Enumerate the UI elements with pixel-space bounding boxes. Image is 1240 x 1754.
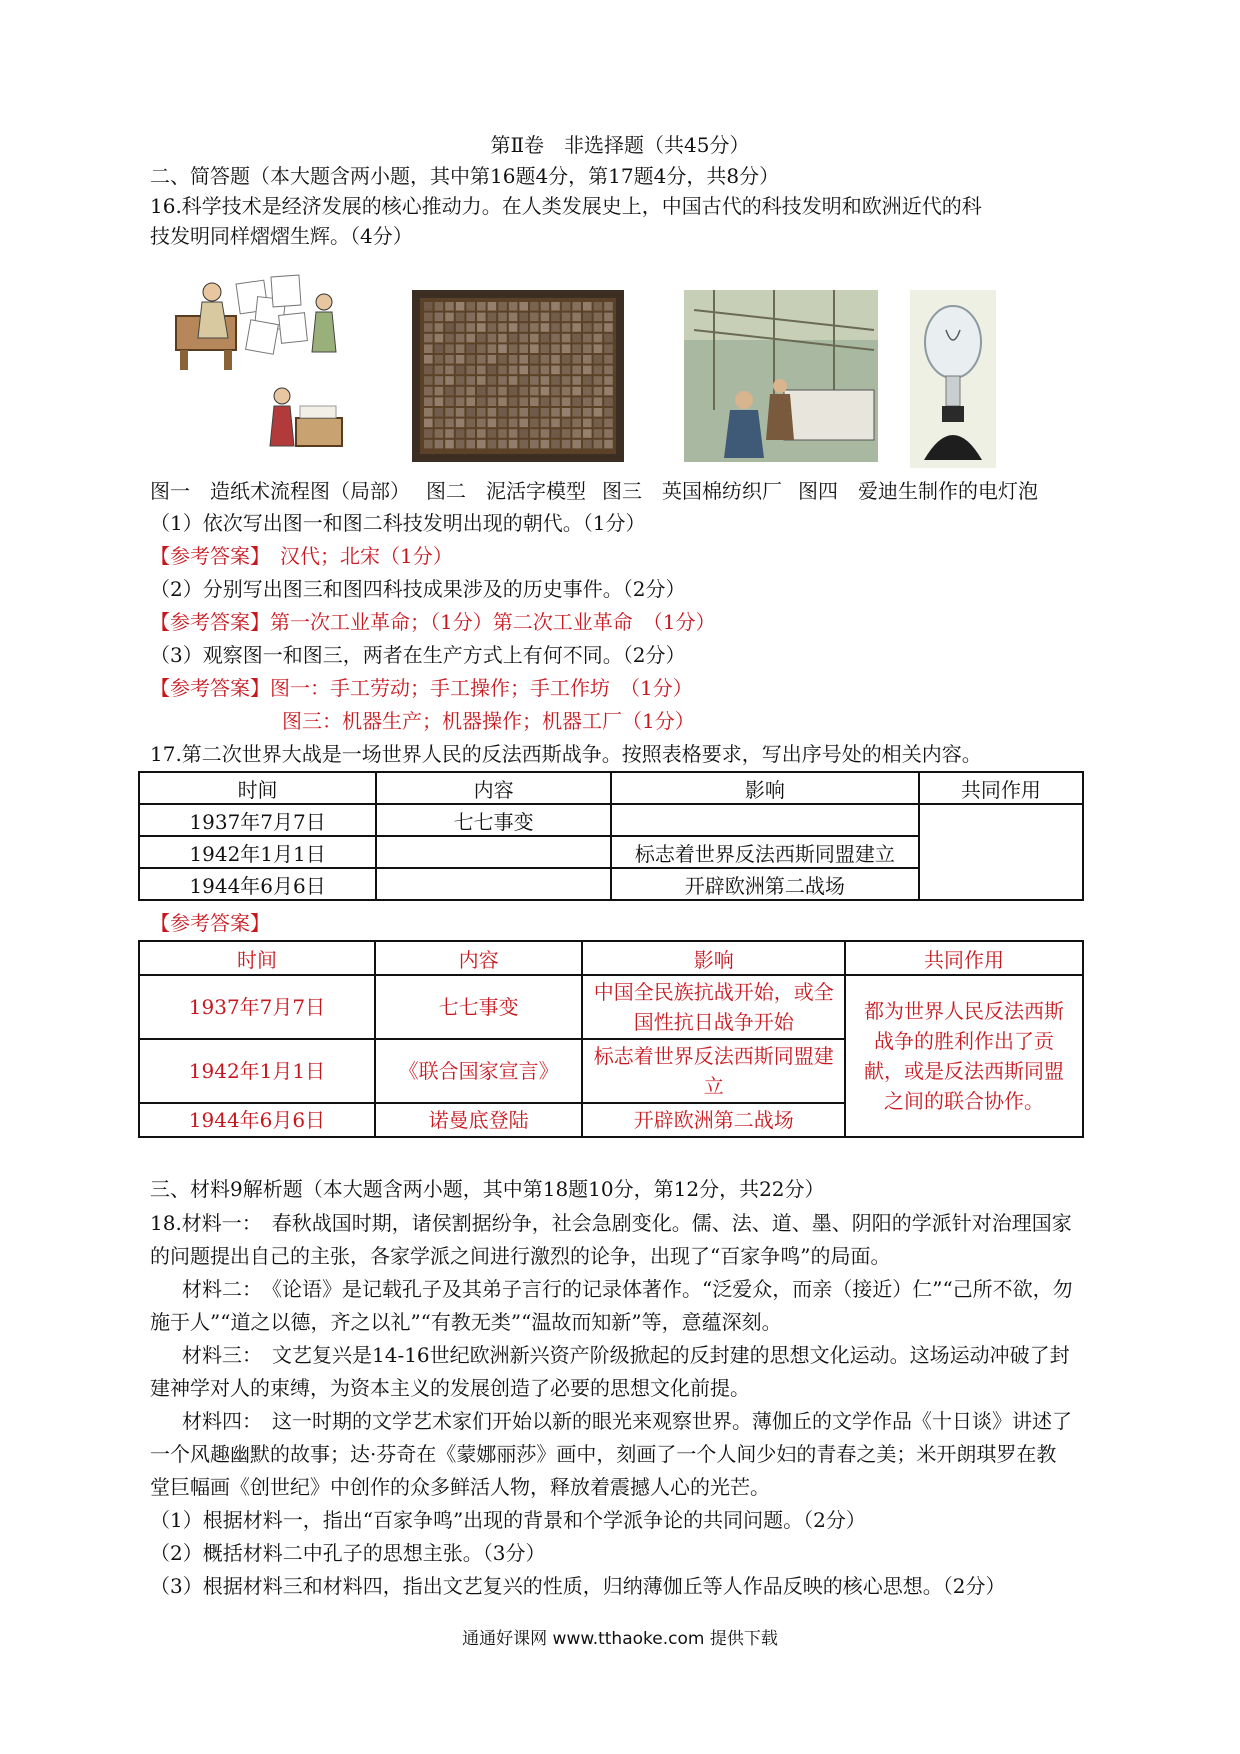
answer-text: 第一次工业革命；（1分）第二次工业革命 （1分） xyxy=(270,610,716,634)
cell-content: 《联合国家宣言》 xyxy=(375,1039,582,1103)
header-content: 内容 xyxy=(375,941,582,975)
cell-time: 1937年7月7日 xyxy=(139,804,376,836)
q16-answer3a xyxy=(150,673,693,703)
figure-captions xyxy=(150,476,1054,506)
q16-answer2 xyxy=(150,607,715,637)
q16-stem-line1: 16.科学技术是经济发展的核心推动力。在人类发展史上，中国古代的科技发明和欧洲近代的科 xyxy=(150,194,982,218)
cell-common-role: 都为世界人民反法西斯战争的胜利作出了贡献，或是反法西斯同盟之间的联合协作。 xyxy=(845,975,1083,1137)
q17-answer-table xyxy=(138,940,1084,1138)
cell-time: 1937年7月7日 xyxy=(139,975,375,1039)
q18-sub1: （1）根据材料一，指出“百家争鸣”出现的背景和个学派争论的共同问题。（2分） xyxy=(150,1508,866,1532)
q16-sub1: （1）依次写出图一和图二科技发明出现的朝代。（1分） xyxy=(150,511,646,535)
section-title: 第Ⅱ卷 非选择题（共45分） xyxy=(490,133,750,157)
q18-material2: 材料二： 《论语》是记载孔子及其弟子言行的记录体著作。“泛爱众，而亲（接近）仁”“己所不欲，勿施于人”“道之以德，齐之以礼”“有教无类”“温故而知新”等，意蕴深刻。 xyxy=(150,1277,1073,1334)
q17-stem: 17.第二次世界大战是一场世界人民的反法西斯战争。按照表格要求，写出序号处的相关内容。 xyxy=(150,742,982,766)
table-row xyxy=(139,804,1083,836)
q17-answer-label: 【参考答案】 xyxy=(150,911,270,935)
answer-label: 【参考答案】 xyxy=(150,676,270,700)
part3-heading: 三、材料9解析题（本大题含两小题，其中第18题10分，第12分，共22分） xyxy=(150,1177,825,1201)
caption-figure1: 图一 造纸术流程图（局部） xyxy=(150,479,410,503)
q16-sub3: （3）观察图一和图三，两者在生产方式上有何不同。（2分） xyxy=(150,643,686,667)
header-common-role: 共同作用 xyxy=(845,941,1083,975)
q18-material3: 材料三： 文艺复兴是14-16世纪欧洲新兴资产阶级掀起的反封建的思想文化运动。这场运动冲破了封建神学对人的束缚，为资本主义的发展创造了必要的思想文化前提。 xyxy=(150,1343,1070,1400)
cell-impact: 中国全民族抗战开始，或全国性抗日战争开始 xyxy=(582,975,845,1039)
q18-sub3: （3）根据材料三和材料四，指出文艺复兴的性质，归纳薄伽丘等人作品反映的核心思想。（2分） xyxy=(150,1574,1006,1598)
cell-time: 1942年1月1日 xyxy=(139,836,376,868)
header-common-role: 共同作用 xyxy=(919,772,1083,804)
caption-figure2: 图二 泥活字模型 xyxy=(426,479,586,503)
cell-impact: 标志着世界反法西斯同盟建立 xyxy=(611,836,919,868)
caption-figure3: 图三 英国棉纺织厂 xyxy=(602,479,782,503)
part2-heading: 二、简答题（本大题含两小题，其中第16题4分，第17题4分，共8分） xyxy=(150,164,780,188)
cell-impact: 标志着世界反法西斯同盟建立 xyxy=(582,1039,845,1103)
clay-movable-type-photo xyxy=(412,290,624,462)
q16-stem-line2: 技发明同样熠熠生辉。（4分） xyxy=(150,224,413,248)
papermaking-illustration xyxy=(172,268,352,468)
answer-label: 【参考答案】 xyxy=(150,610,270,634)
q16-sub2: （2）分别写出图三和图四科技成果涉及的历史事件。（2分） xyxy=(150,577,686,601)
q18-material4: 材料四： 这一时期的文学艺术家们开始以新的眼光来观察世界。薄伽丘的文学作品《十日谈》讲述了一个风趣幽默的故事；达·芬奇在《蒙娜丽莎》画中，刻画了一个人间少妇的青春之美；米开朗琪罗在教堂巨幅画《创世纪》中创作的众多鲜活人物，释放着震撼人心的光芒。 xyxy=(150,1409,1072,1499)
answer-text: 图一：手工劳动；手工操作；手工作坊 （1分） xyxy=(270,676,693,700)
cell-time: 1942年1月1日 xyxy=(139,1039,375,1103)
cell-time: 1944年6月6日 xyxy=(139,1103,375,1137)
q18-sub2: （2）概括材料二中孔子的思想主张。（3分） xyxy=(150,1541,546,1565)
header-time: 时间 xyxy=(139,941,375,975)
caption-figure4: 图四 爱迪生制作的电灯泡 xyxy=(798,479,1038,503)
answer-text: 汉代；北宋（1分） xyxy=(260,544,453,568)
cell-impact: 开辟欧洲第二战场 xyxy=(611,868,919,900)
header-content: 内容 xyxy=(376,772,611,804)
cell-content xyxy=(376,868,611,900)
answer-label: 【参考答案】 xyxy=(150,544,260,568)
header-impact: 影响 xyxy=(582,941,845,975)
table-row xyxy=(139,975,1083,1039)
q16-answer3b: 图三：机器生产；机器操作；机器工厂（1分） xyxy=(282,709,695,733)
cell-impact: 开辟欧洲第二战场 xyxy=(582,1103,845,1137)
header-time: 时间 xyxy=(139,772,376,804)
cell-common-role xyxy=(919,804,1083,900)
page-footer: 通通好课网 www.tthaoke.com 提供下载 xyxy=(462,1629,778,1649)
header-impact: 影响 xyxy=(611,772,919,804)
cell-time: 1944年6月6日 xyxy=(139,868,376,900)
cell-impact xyxy=(611,804,919,836)
q17-question-table xyxy=(138,771,1084,901)
q16-answer1 xyxy=(150,541,453,571)
edison-light-bulb-photo xyxy=(910,290,996,468)
cell-content: 七七事变 xyxy=(375,975,582,1039)
cell-content: 七七事变 xyxy=(376,804,611,836)
q18-material1: 18.材料一： 春秋战国时期，诸侯割据纷争，社会急剧变化。儒、法、道、墨、阴阳的学派针对治理国家的问题提出自己的主张，各家学派之间进行激烈的论争，出现了“百家争鸣”的局面。 xyxy=(150,1211,1072,1268)
cell-content xyxy=(376,836,611,868)
cotton-mill-painting xyxy=(684,290,878,462)
cell-content: 诺曼底登陆 xyxy=(375,1103,582,1137)
